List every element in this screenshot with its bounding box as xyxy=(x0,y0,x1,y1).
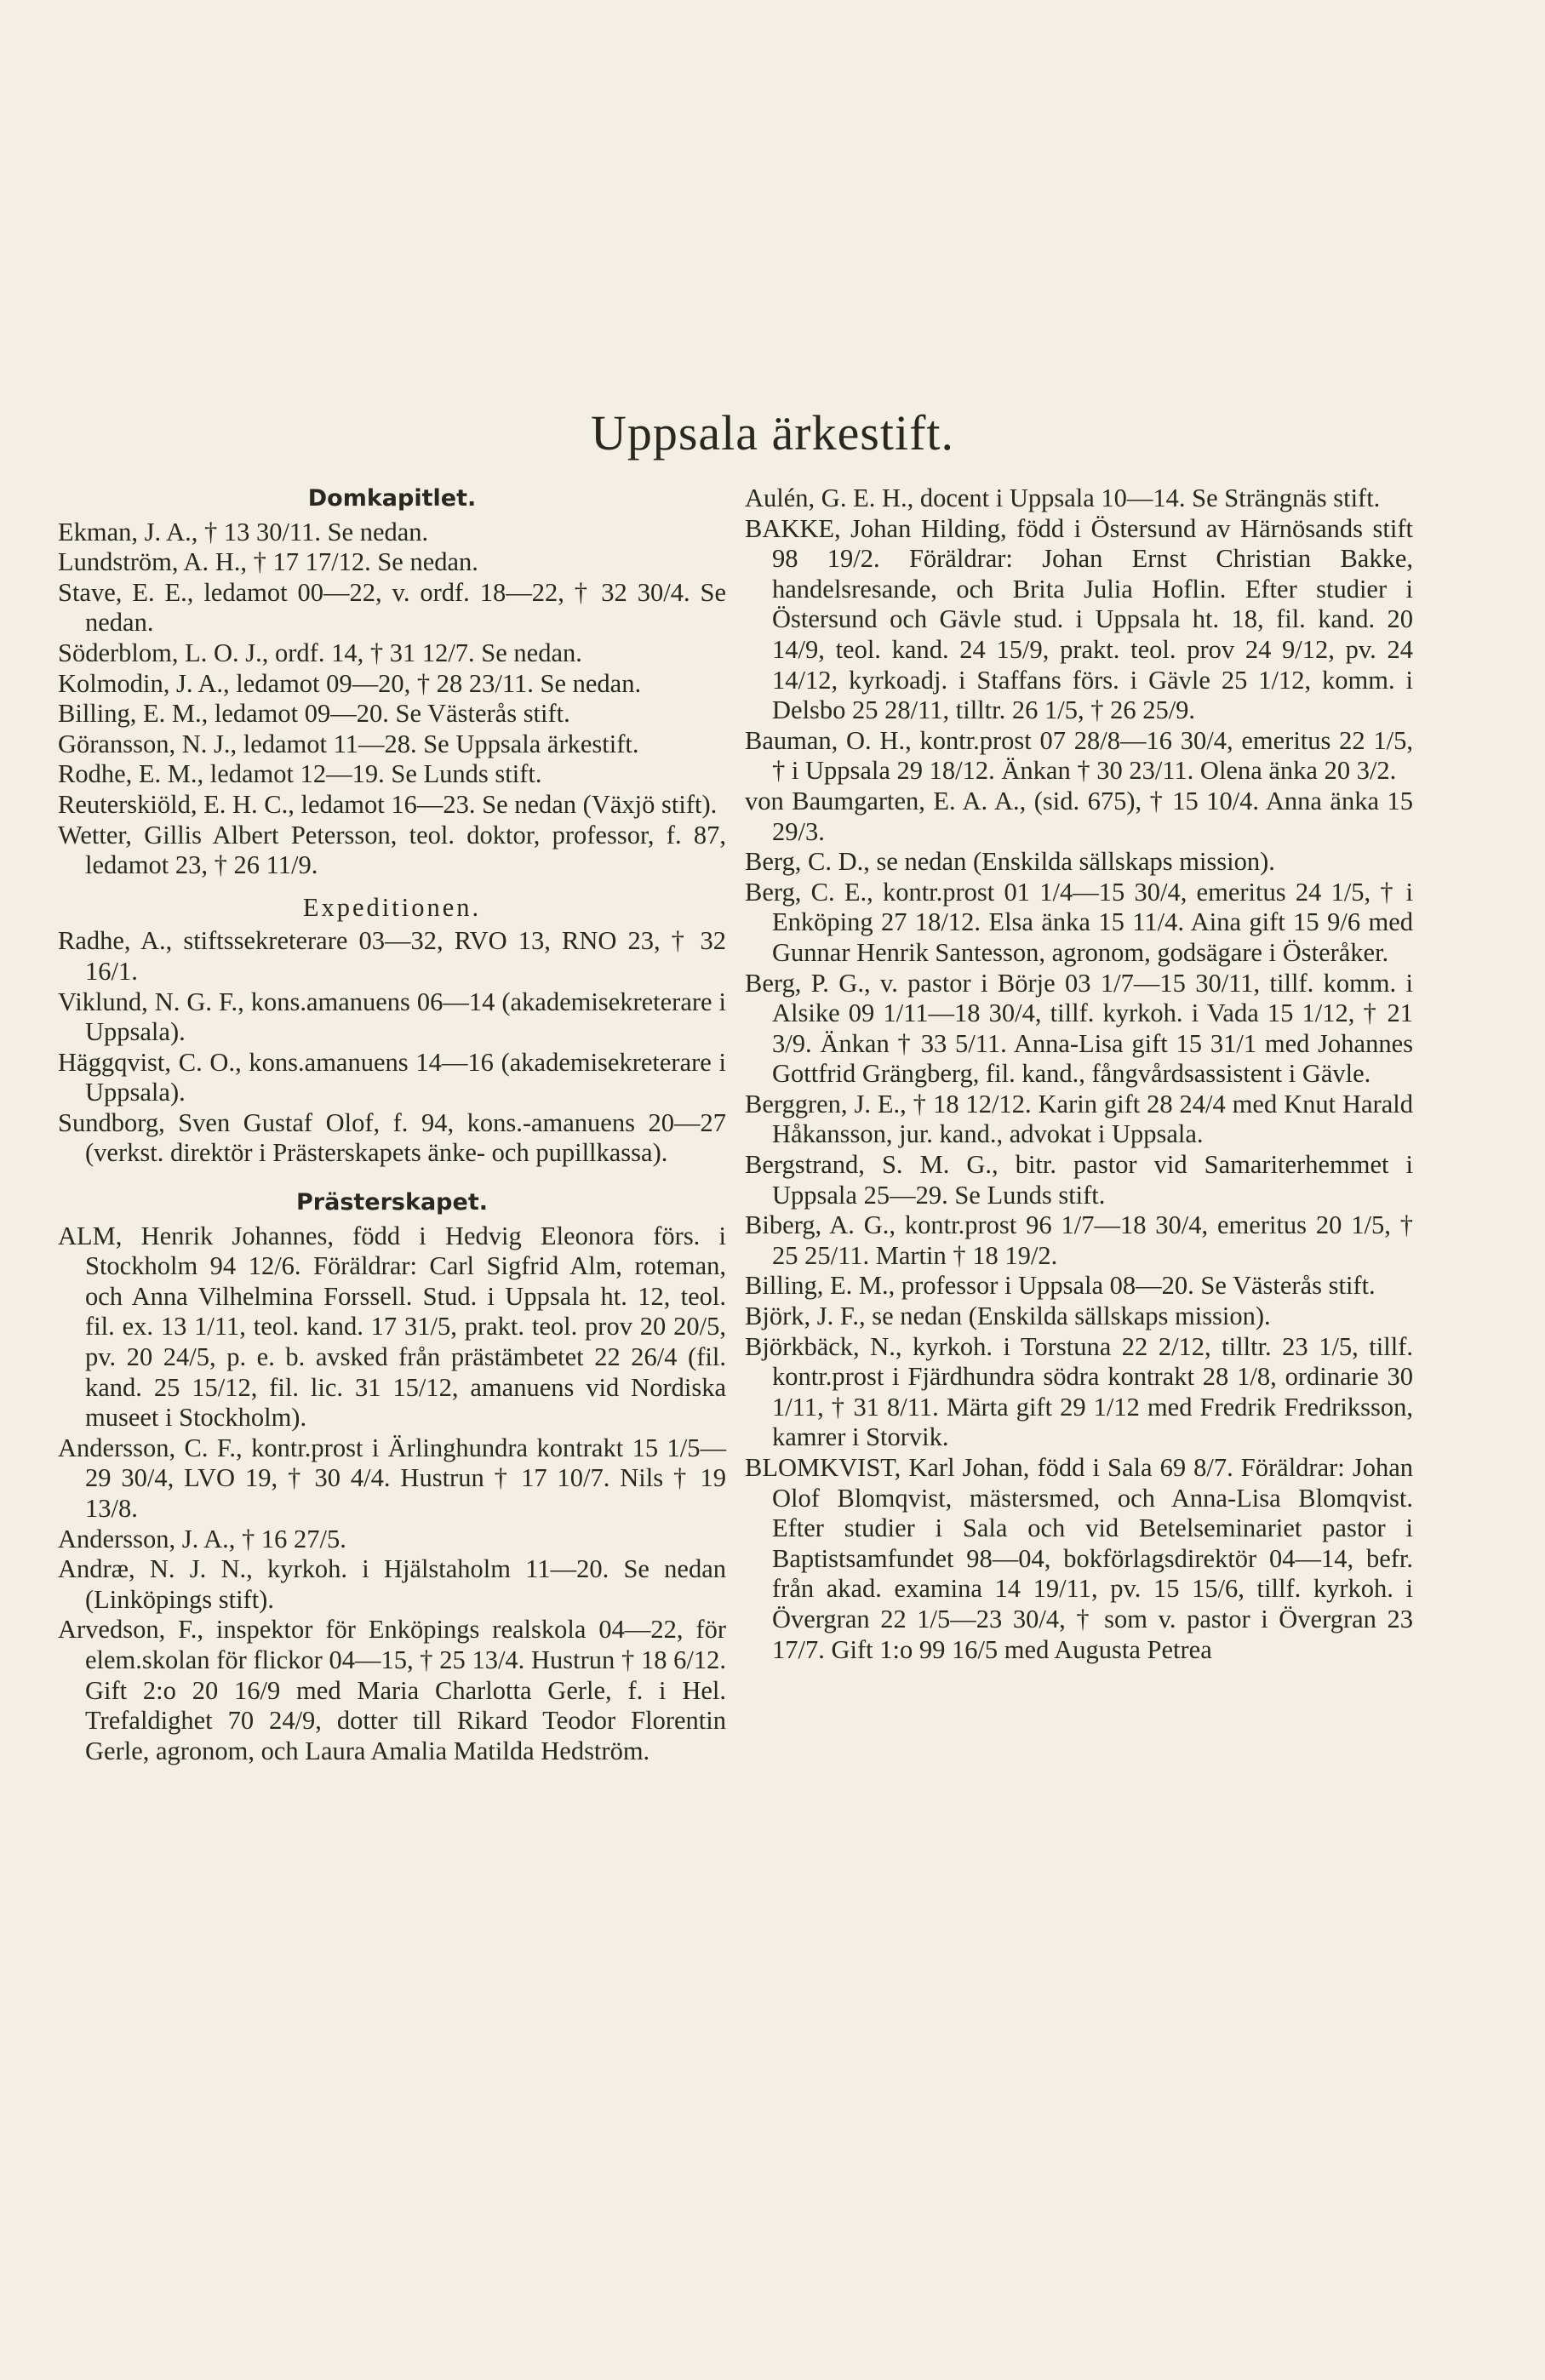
register-entry: Björkbäck, N., kyrkoh. i Torstuna 22 2/12, tilltr. 23 1/5, tillf. kontr.prost i Fjärdhundra södra kontrakt 28 1/8, ordinarie 30 1/11, † 31 8/11. Märta gift 29 1/12 med Fredrik Fredriksson, kamrer i Storvik. xyxy=(745,1331,1413,1452)
register-entry: Sundborg, Sven Gustaf Olof, f. 94, kons.-amanuens 20—27 (verkst. direktör i Prästerskapets änke- och pupillkassa). xyxy=(58,1107,726,1168)
register-entry: Billing, E. M., professor i Uppsala 08—20. Se Västerås stift. xyxy=(745,1271,1376,1301)
register-entry: Göransson, N. J., ledamot 11—28. Se Uppsala ärkestift. xyxy=(58,729,639,758)
register-entry: ALM, Henrik Johannes, född i Hedvig Eleonora förs. i Stockholm 94 12/6. Föräldrar: Carl Sigfrid Alm, roteman, och Anna Vilhelmina Forssell. Stud. i Uppsala ht. 12, teol. fil. ex. 13 1/11, teol. kand. 17 31/5, prakt. teol. prov 20 20/5, pv. 20 24/5, p. e. b. avsked från prästämbetet 22 26/4 (fil. kand. 25 15/12, fil. lic. 31 15/12, amanuens vid Nordiska museet i Stockholm). xyxy=(58,1221,726,1433)
register-entry: Andersson, C. F., kontr.prost i Ärlinghundra kontrakt 15 1/5—29 30/4, LVO 19, † 30 4/4. Hustrun † 17 10/7. Nils † 19 13/8. xyxy=(58,1433,726,1523)
register-entry: von Baumgarten, E. A. A., (sid. 675), † 15 10/4. Anna änka 15 29/3. xyxy=(745,786,1413,846)
register-entry: Aulén, G. E. H., docent i Uppsala 10—14. Se Strängnäs stift. xyxy=(745,483,1381,512)
register-entry: Kolmodin, J. A., ledamot 09—20, † 28 23/11. Se nedan. xyxy=(58,668,642,698)
register-entry: Ekman, J. A., † 13 30/11. Se nedan. xyxy=(58,517,429,546)
register-entry: Viklund, N. G. F., kons.amanuens 06—14 (akademisekreterare i Uppsala). xyxy=(58,987,726,1047)
register-entry: BAKKE, Johan Hilding, född i Östersund av Härnösands stift 98 19/2. Föräldrar: Johan Ernst Christian Bakke, handelsresande, och Brita Julia Hoflin. Efter studier i Östersund och Gävle stud. i Uppsala ht. 18, fil. kand. 20 14/9, teol. kand. 24 15/9, prakt. teol. prov 24 9/12, pv. 24 14/12, kyrkoadj. i Staffans förs. i Gävle 25 1/12, komm. i Delsbo 25 28/11, tilltr. 26 1/5, † 26 25/9. xyxy=(745,513,1413,725)
left-column xyxy=(58,483,726,1766)
section-heading: Prästerskapet. xyxy=(296,1189,488,1216)
register-entry: Bauman, O. H., kontr.prost 07 28/8—16 30/4, emeritus 22 1/5, † i Uppsala 29 18/12. Änkan † 30 23/11. Olena änka 20 3/2. xyxy=(745,725,1413,786)
right-column xyxy=(745,483,1413,1665)
register-entry: Söderblom, L. O. J., ordf. 14, † 31 12/7. Se nedan. xyxy=(58,638,582,667)
section-subheading: Expeditionen. xyxy=(302,892,482,922)
register-entry: Reuterskiöld, E. H. C., ledamot 16—23. Se nedan (Växjö stift). xyxy=(58,789,718,819)
register-entry: Häggqvist, C. O., kons.amanuens 14—16 (akademisekreterare i Uppsala). xyxy=(58,1047,726,1107)
register-entry: Billing, E. M., ledamot 09—20. Se Västerås stift. xyxy=(58,699,570,729)
register-entry: Berg, C. E., kontr.prost 01 1/4—15 30/4, emeritus 24 1/5, † i Enköping 27 18/12. Elsa änka 15 11/4. Aina gift 15 9/6 med Gunnar Henrik Santesson, agronom, godsägare i Österåker. xyxy=(745,877,1413,967)
section-heading: Domkapitlet. xyxy=(307,485,477,512)
register-entry: BLOMKVIST, Karl Johan, född i Sala 69 8/7. Föräldrar: Johan Olof Blomqvist, mästersmed, och Anna-Lisa Blomqvist. Efter studier i Sala och vid Betelseminariet pastor i Baptistsamfundet 98—04, bokförlagsdirektör 04—14, befr. från akad. examina 14 19/11, pv. 15 15/6, tillf. kyrkoh. i Övergran 22 1/5—23 30/4, † som v. pastor i Övergran 23 17/7. Gift 1:o 99 16/5 med Augusta Petrea xyxy=(745,1453,1413,1664)
register-entry: Berg, P. G., v. pastor i Börje 03 1/7—15 30/11, tillf. komm. i Alsike 09 1/11—18 30/4, tillf. kyrkoh. i Vada 15 1/12, † 21 3/9. Änkan † 33 5/11. Anna-Lisa gift 15 31/1 med Johannes Gottfrid Grängberg, fil. kand., fångvårdsassistent i Gävle. xyxy=(745,968,1413,1089)
register-entry: Arvedson, F., inspektor för Enköpings realskola 04—22, för elem.skolan för flickor 04—15, † 25 13/4. Hustrun † 18 6/12. Gift 2:o 20 16/9 med Maria Charlotta Gerle, f. i Hel. Trefaldighet 70 24/9, dotter till Rikard Teodor Florentin Gerle, agronom, och Laura Amalia Matilda Hedström. xyxy=(58,1615,726,1765)
register-entry: Radhe, A., stiftssekreterare 03—32, RVO 13, RNO 23, † 32 16/1. xyxy=(58,926,726,986)
register-entry: Biberg, A. G., kontr.prost 96 1/7—18 30/4, emeritus 20 1/5, † 25 25/11. Martin † 18 19/2. xyxy=(745,1210,1413,1270)
page-title: Uppsala ärkestift. xyxy=(590,405,955,461)
register-entry: Björk, J. F., se nedan (Enskilda sällskaps mission). xyxy=(745,1302,1271,1331)
register-entry: Wetter, Gillis Albert Petersson, teol. doktor, professor, f. 87, ledamot 23, † 26 11/9. xyxy=(58,820,726,880)
register-entry: Rodhe, E. M., ledamot 12—19. Se Lunds stift. xyxy=(58,759,542,789)
register-entry: Bergstrand, S. M. G., bitr. pastor vid Samariterhemmet i Uppsala 25—29. Se Lunds stift. xyxy=(745,1150,1413,1210)
register-entry: Berggren, J. E., † 18 12/12. Karin gift 28 24/4 med Knut Harald Håkansson, jur. kand., advokat i Uppsala. xyxy=(745,1089,1413,1149)
register-entry: Andersson, J. A., † 16 27/5. xyxy=(58,1524,346,1553)
register-entry: Lundström, A. H., † 17 17/12. Se nedan. xyxy=(58,547,478,577)
register-entry: Berg, C. D., se nedan (Enskilda sällskaps mission). xyxy=(745,847,1275,877)
register-entry: Andræ, N. J. N., kyrkoh. i Hjälstaholm 11—20. Se nedan (Linköpings stift). xyxy=(58,1554,726,1614)
register-entry: Stave, E. E., ledamot 00—22, v. ordf. 18—22, † 32 30/4. Se nedan. xyxy=(58,577,726,638)
